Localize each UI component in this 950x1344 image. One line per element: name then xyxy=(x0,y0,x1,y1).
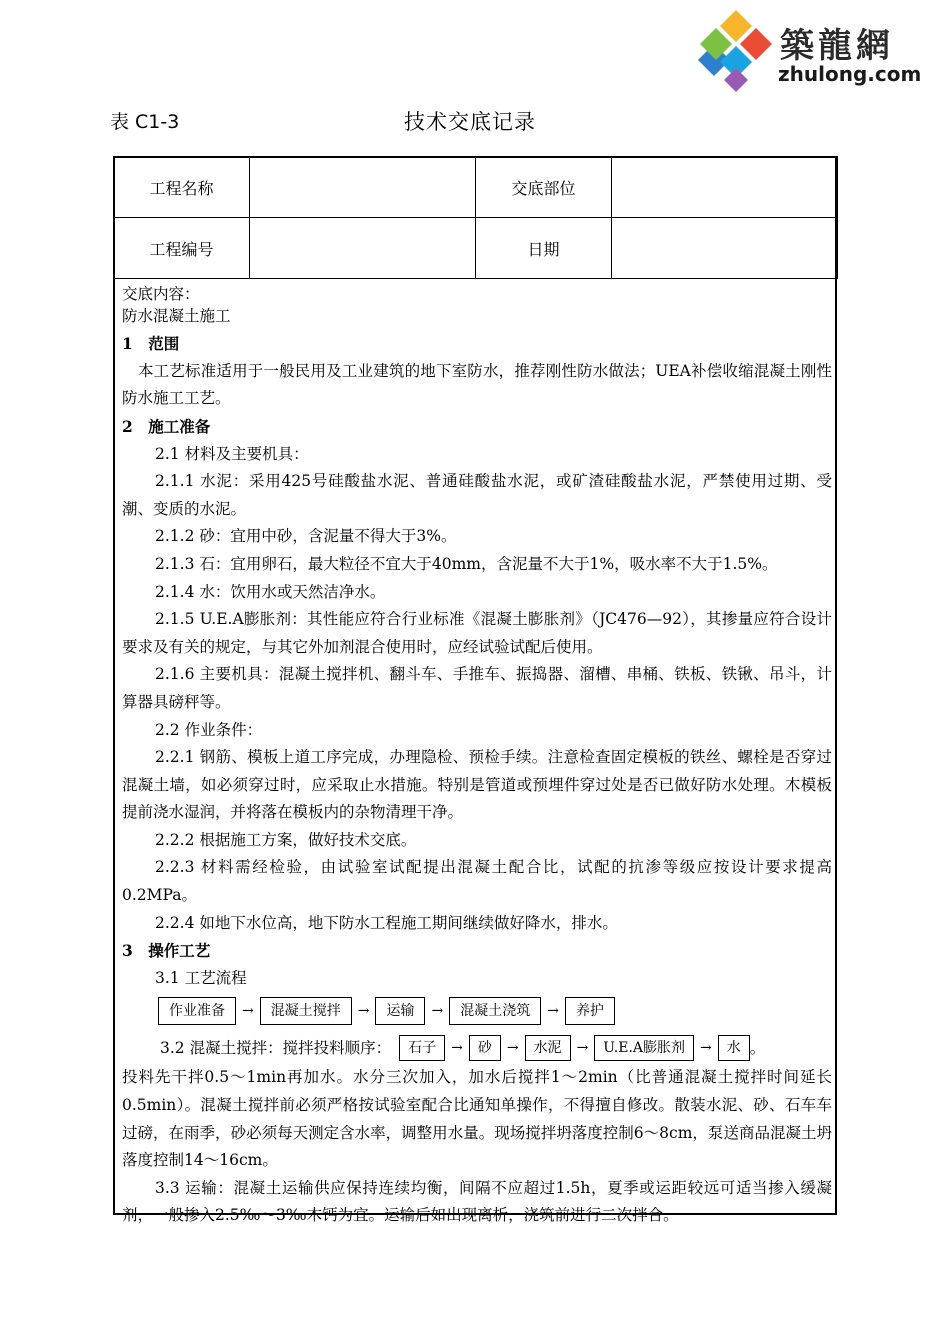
logo-text-en: zhulong.com xyxy=(778,62,922,86)
item-2-1-3: 2.1.3 石：宜用卵石，最大粒径不宜大于40mm，含泥量不大于1%，吸水率不大于1.5%。 xyxy=(155,554,778,573)
content-intro: 交底内容： xyxy=(122,285,200,303)
section-3-heading: 3 操作工艺 xyxy=(122,941,211,961)
document-title: 技术交底记录 xyxy=(404,110,536,134)
arrow-right-icon: → xyxy=(431,1002,444,1019)
date-value[interactable] xyxy=(612,218,838,279)
item-2-1: 2.1 材料及主要机具： xyxy=(155,444,309,463)
flow-step: 混凝土搅拌 xyxy=(260,997,352,1025)
item-2-1-6: 2.1.6 主要机具：混凝土搅拌机、翻斗车、手推车、振捣器、溜槽、串桶、铁板、铁锹、吊斗，计算器具磅秤等。 xyxy=(122,665,832,711)
disclosure-content xyxy=(122,281,832,1230)
item-2-2-2: 2.2.2 根据施工方案，做好技术交底。 xyxy=(155,830,417,849)
arrow-right-icon: → xyxy=(547,1002,559,1019)
item-3-2-body: 投料先干拌0.5～1min再加水。水分三次加入，加水后搅拌1～2min（比普通混凝土搅拌时间延长0.5min）。混凝土搅拌前必须严格按试验室配合比通知单操作，不得擅自修改。散装水泥、砂、石车车过磅，在雨季，砂必须每天测定含水率，调整用水量。现场搅拌坍落度控制6～8cm，泵送商品混凝土坍落度控制14～16cm。 xyxy=(122,1068,832,1170)
mix-step: U.E.A膨胀剂 xyxy=(594,1035,694,1061)
logo-text-cn: 築龍網 xyxy=(780,26,894,66)
project-no-value[interactable] xyxy=(250,218,476,279)
section-1-text: 本工艺标准适用于一般民用及工业建筑的地下室防水，推荐刚性防水做法；UEA补偿收缩混凝土刚性防水施工工艺。 xyxy=(122,361,832,408)
arrow-right-icon: → xyxy=(451,1039,463,1056)
header-table xyxy=(113,156,838,279)
item-2-1-5: 2.1.5 U.E.A膨胀剂：其性能应符合行业标准《混凝土膨胀剂》（JC476—92），其掺量应符合设计要求及有关的规定，与其它外加剂混合使用时，应经试验试配后使用。 xyxy=(122,610,832,656)
item-2-2-1: 2.2.1 钢筋、模板上道工序完成，办理隐检、预检手续。注意检查固定模板的铁丝、螺栓是否穿过混凝土墙，如必须穿过时，应采取止水措施。特别是管道或预埋件穿过处是否已做好防水处理。木模板提前浇水湿润，并将落在模板内的杂物清理干净。 xyxy=(122,748,832,822)
item-3-2-lead: 3.2 混凝土搅拌：搅拌投料顺序： xyxy=(160,1038,392,1057)
section-2-heading: 2 施工准备 xyxy=(122,416,211,436)
flow-step: 作业准备 xyxy=(158,997,236,1025)
zhulong-logo xyxy=(694,8,924,92)
position-label: 交底部位 xyxy=(476,157,612,218)
project-name-label: 工程名称 xyxy=(114,157,250,218)
flow-step: 混凝土浇筑 xyxy=(449,997,541,1025)
mix-step: 水泥 xyxy=(525,1035,571,1061)
mix-end: 。 xyxy=(749,1038,766,1057)
project-name-value[interactable] xyxy=(250,157,476,218)
mixing-order xyxy=(122,1032,832,1064)
item-2-1-4: 2.1.4 水：饮用水或天然洁净水。 xyxy=(155,582,386,601)
mix-step: 石子 xyxy=(399,1035,445,1061)
item-2-2: 2.2 作业条件： xyxy=(155,720,263,739)
arrow-right-icon: → xyxy=(357,1002,370,1019)
date-label: 日期 xyxy=(476,218,612,279)
flow-step: 养护 xyxy=(565,997,615,1025)
arrow-right-icon: → xyxy=(576,1039,589,1056)
arrow-right-icon: → xyxy=(700,1039,712,1056)
arrow-right-icon: → xyxy=(506,1039,519,1056)
flow-step: 运输 xyxy=(375,997,425,1025)
mix-step: 砂 xyxy=(469,1035,501,1061)
item-2-2-4: 2.2.4 如地下水位高，地下防水工程施工期间继续做好降水，排水。 xyxy=(155,913,618,932)
logo-mark-icon xyxy=(694,8,778,92)
item-3-1: 3.1 工艺流程 xyxy=(155,968,247,987)
item-2-2-3: 2.2.3 材料需经检验，由试验室试配提出混凝土配合比，试配的抗渗等级应按设计要求提高0.2MPa。 xyxy=(122,858,832,905)
content-subject: 防水混凝土施工 xyxy=(122,306,231,325)
item-2-1-2: 2.1.2 砂：宜用中砂，含泥量不得大于3%。 xyxy=(155,527,457,546)
process-flow xyxy=(158,996,832,1026)
form-number: 表 C1-3 xyxy=(110,111,180,133)
mix-step: 水 xyxy=(718,1035,750,1061)
arrow-right-icon: → xyxy=(242,1002,254,1019)
project-no-label: 工程编号 xyxy=(114,218,250,279)
item-3-3: 3.3 运输：混凝土运输供应保持连续均衡，间隔不应超过1.5h，夏季或运距较远可适当掺入缓凝剂，一般掺入2.5‰～3‰木钙为宜。运输后如出现离析，浇筑前进行二次拌合。 xyxy=(122,1178,832,1225)
position-value[interactable] xyxy=(612,157,838,218)
section-1-heading: 1 范围 xyxy=(122,334,180,354)
item-2-1-1: 2.1.1 水泥：采用425号硅酸盐水泥、普通硅酸盐水泥，或矿渣硅酸盐水泥，严禁使用过期、受潮、变质的水泥。 xyxy=(122,472,832,518)
